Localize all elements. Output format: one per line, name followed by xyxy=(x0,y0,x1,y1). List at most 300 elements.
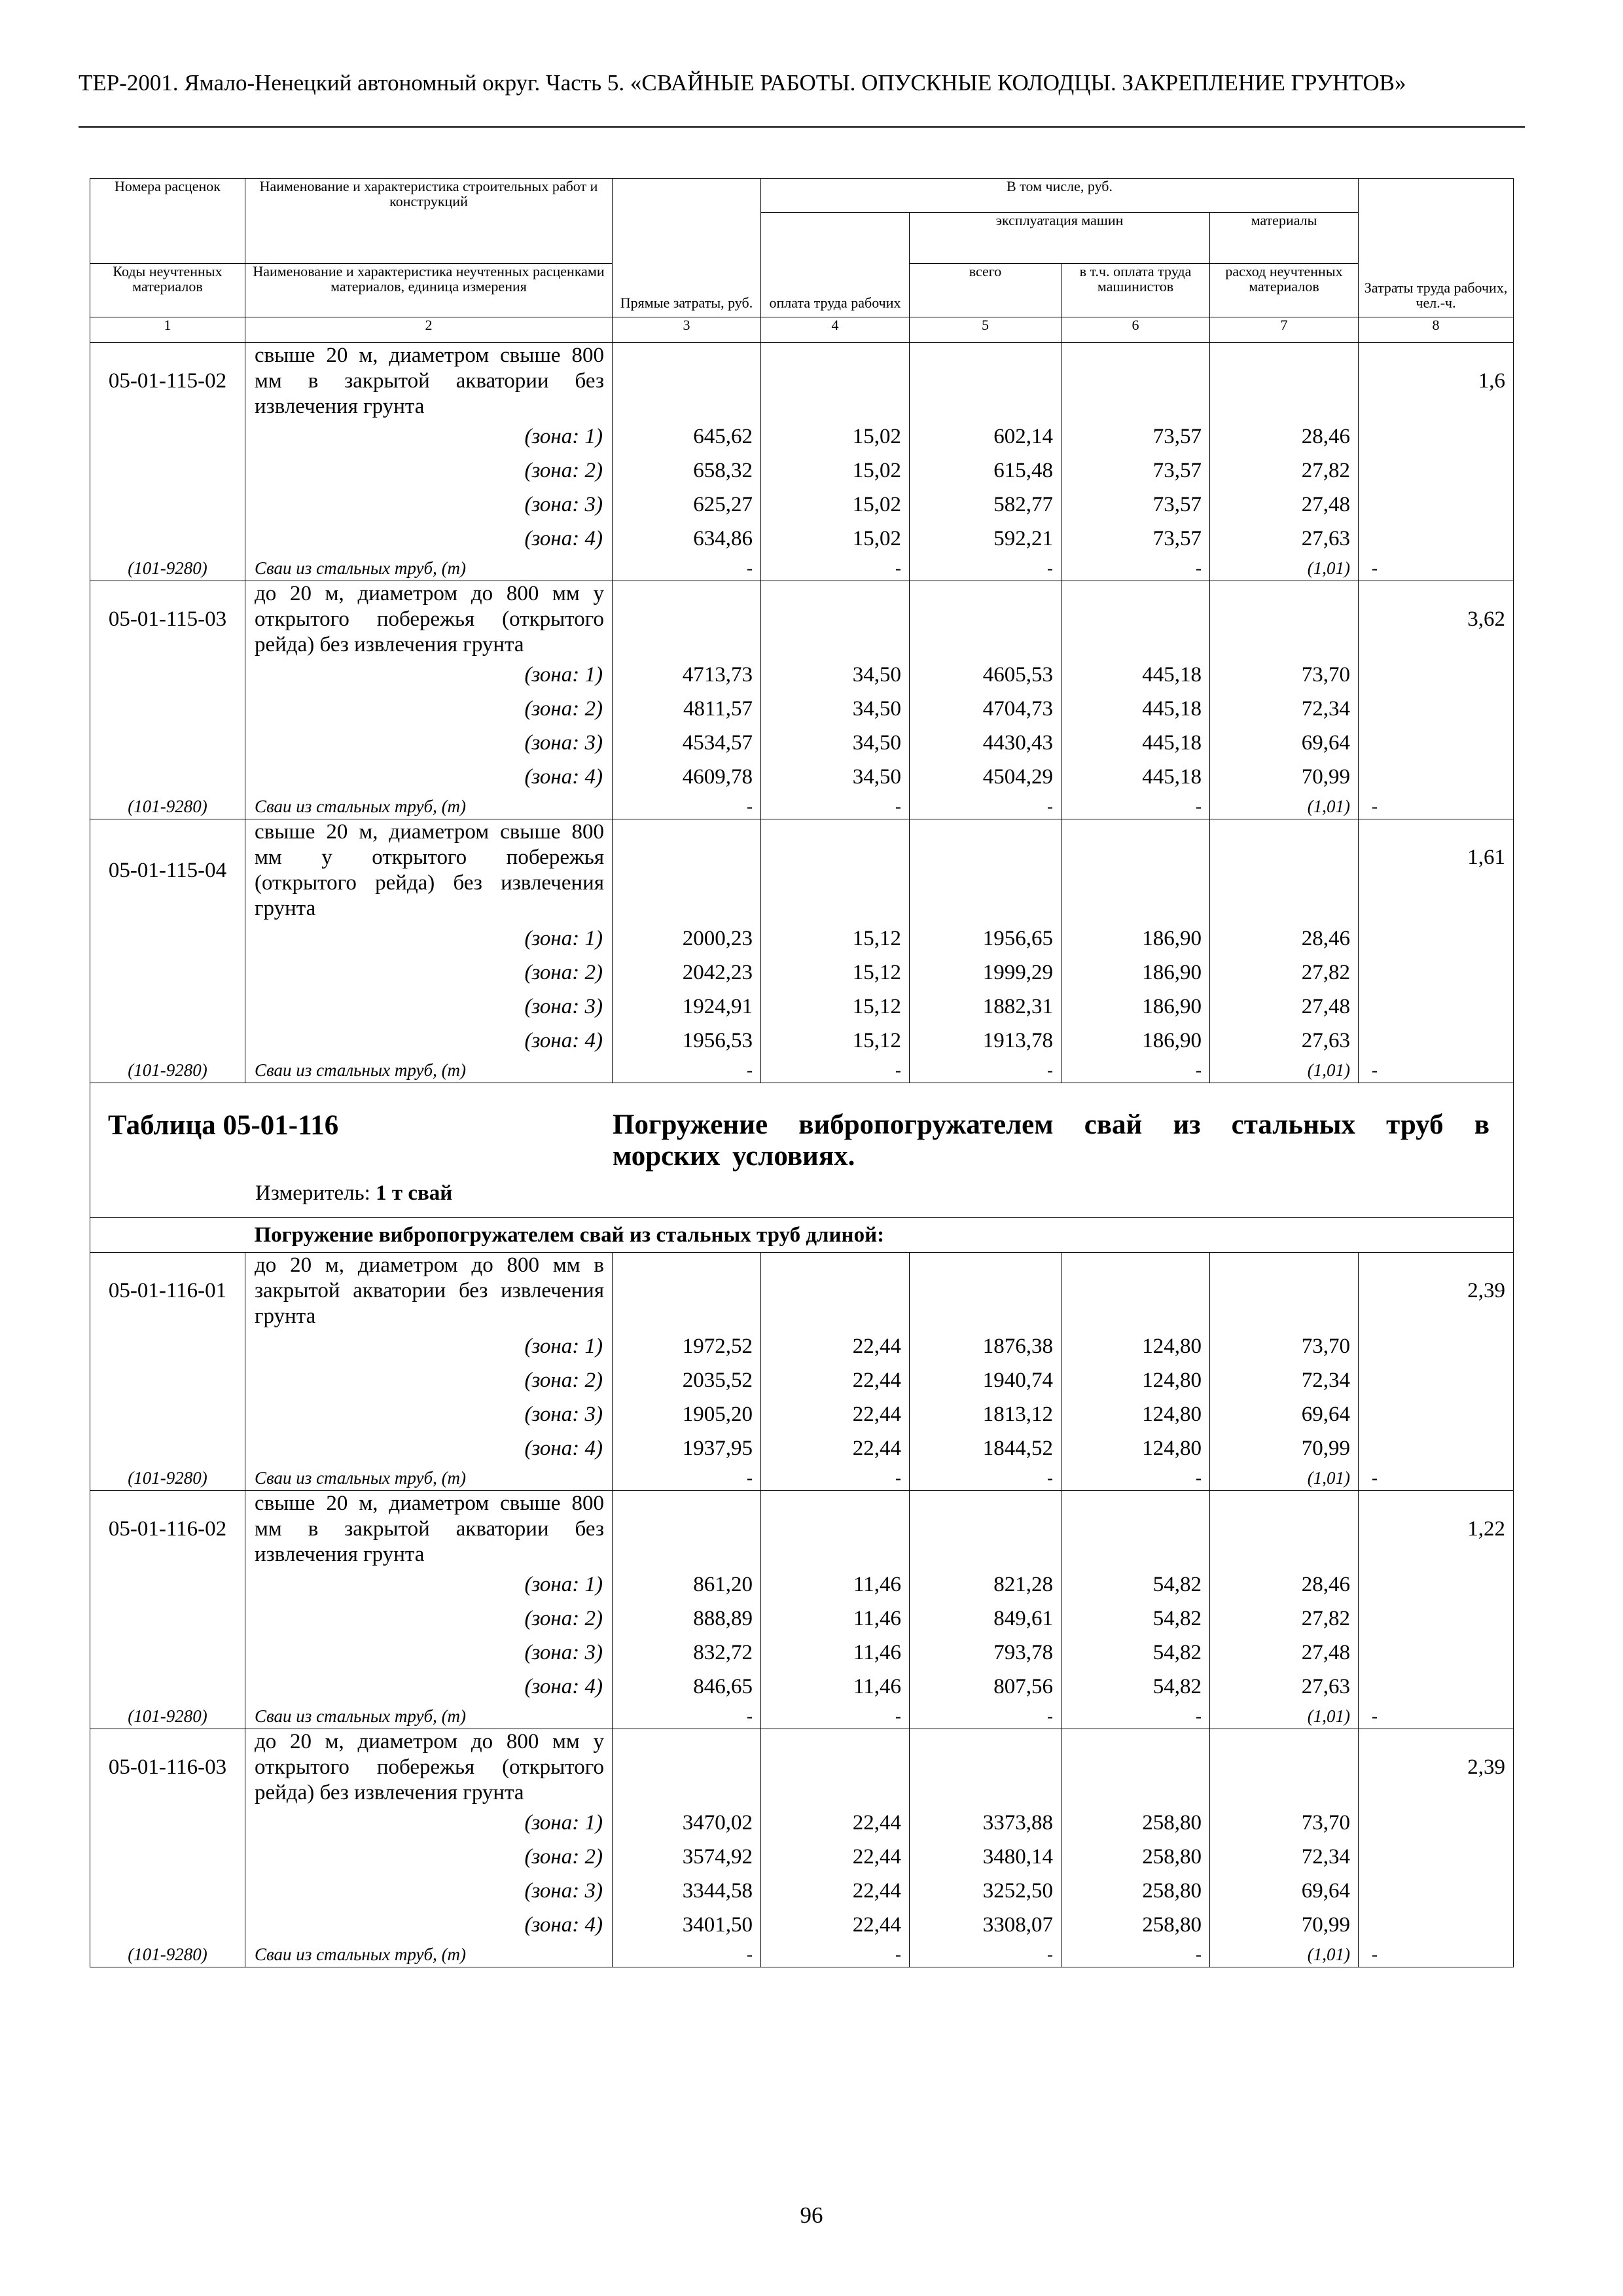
machine-cost: 3308,07 xyxy=(910,1908,1061,1942)
empty-cell xyxy=(90,726,245,760)
material-machines: - xyxy=(910,794,1061,819)
direct-cost: 1905,20 xyxy=(613,1397,761,1431)
rate-description: свыше 20 м, диаметром свыше 800 мм у открытого побережья (открытого рейда) без извлечения грунта xyxy=(245,819,613,922)
direct-cost: 2000,23 xyxy=(613,922,761,956)
col8-header: Затраты труда рабочих, чел.-ч. xyxy=(1359,179,1514,317)
material-code: (101-9280) xyxy=(90,1058,245,1083)
direct-cost: 3470,02 xyxy=(613,1806,761,1840)
empty-cell xyxy=(1359,420,1514,454)
empty-cell xyxy=(1061,1253,1210,1330)
machine-cost: 807,56 xyxy=(910,1670,1061,1704)
materials-cost: 27,82 xyxy=(1210,956,1359,990)
machinist-wage: 73,57 xyxy=(1061,454,1210,488)
zone-row xyxy=(90,420,1514,454)
direct-cost: 658,32 xyxy=(613,454,761,488)
wage-cost: 11,46 xyxy=(761,1670,910,1704)
wage-cost: 11,46 xyxy=(761,1568,910,1602)
empty-cell xyxy=(90,1636,245,1670)
empty-cell xyxy=(90,1218,245,1253)
material-labor: - xyxy=(1359,794,1514,819)
zone-label: (зона: 2) xyxy=(245,454,613,488)
rate-row xyxy=(90,1491,1514,1568)
wage-cost: 22,44 xyxy=(761,1908,910,1942)
empty-cell xyxy=(1061,343,1210,420)
material-machines: - xyxy=(910,1058,1061,1083)
zone-row xyxy=(90,1908,1514,1942)
material-code: (101-9280) xyxy=(90,1704,245,1729)
material-wage: - xyxy=(761,794,910,819)
table-title-cell xyxy=(90,1083,1514,1218)
empty-cell xyxy=(1359,488,1514,522)
zone-label: (зона: 3) xyxy=(245,1397,613,1431)
material-machines: - xyxy=(910,1465,1061,1491)
rate-code: 05-01-116-03 xyxy=(90,1729,245,1806)
direct-cost: 625,27 xyxy=(613,488,761,522)
materials-cost: 70,99 xyxy=(1210,1908,1359,1942)
empty-cell xyxy=(1210,1729,1359,1806)
zone-label: (зона: 2) xyxy=(245,692,613,726)
direct-cost: 4811,57 xyxy=(613,692,761,726)
material-name: Сваи из стальных труб, (т) xyxy=(245,1942,613,1967)
material-code: (101-9280) xyxy=(90,556,245,581)
empty-cell xyxy=(1359,1329,1514,1363)
direct-cost: 1972,52 xyxy=(613,1329,761,1363)
machine-cost: 582,77 xyxy=(910,488,1061,522)
labor-cost: 1,61 xyxy=(1359,819,1514,922)
empty-cell xyxy=(1359,1024,1514,1058)
machine-cost: 1940,74 xyxy=(910,1363,1061,1397)
zone-row xyxy=(90,692,1514,726)
rate-code: 05-01-115-02 xyxy=(90,343,245,420)
material-consumption: (1,01) xyxy=(1210,1704,1359,1729)
empty-cell xyxy=(1359,1806,1514,1840)
wage-cost: 15,02 xyxy=(761,454,910,488)
col3-header: Прямые затраты, руб. xyxy=(613,179,761,317)
material-code: (101-9280) xyxy=(90,794,245,819)
zone-row xyxy=(90,1024,1514,1058)
machine-cost: 1844,52 xyxy=(910,1431,1061,1465)
zone-label: (зона: 2) xyxy=(245,1840,613,1874)
material-name: Сваи из стальных труб, (т) xyxy=(245,1704,613,1729)
machinist-wage: 186,90 xyxy=(1061,990,1210,1024)
material-name: Сваи из стальных труб, (т) xyxy=(245,1465,613,1491)
empty-cell xyxy=(90,488,245,522)
empty-cell xyxy=(90,420,245,454)
empty-cell xyxy=(910,819,1061,922)
materials-cost: 27,48 xyxy=(1210,1636,1359,1670)
empty-cell xyxy=(613,1491,761,1568)
column-number: 2 xyxy=(245,317,613,343)
rate-description: до 20 м, диаметром до 800 мм у открытого побережья (открытого рейда) без извлечения грунта xyxy=(245,581,613,658)
zone-label: (зона: 4) xyxy=(245,1024,613,1058)
header-row-1 xyxy=(90,179,1514,213)
zone-label: (зона: 4) xyxy=(245,1431,613,1465)
materials-cost: 70,99 xyxy=(1210,760,1359,794)
wage-cost: 15,12 xyxy=(761,922,910,956)
meter-value: 1 т свай xyxy=(376,1181,453,1205)
zone-row xyxy=(90,1636,1514,1670)
empty-cell xyxy=(1359,922,1514,956)
subheading-row xyxy=(90,1218,1514,1253)
column-number: 4 xyxy=(761,317,910,343)
material-direct: - xyxy=(613,1942,761,1967)
machinist-wage: 124,80 xyxy=(1061,1363,1210,1397)
empty-cell xyxy=(910,1729,1061,1806)
direct-cost: 3344,58 xyxy=(613,1874,761,1908)
empty-cell xyxy=(613,343,761,420)
empty-cell xyxy=(761,343,910,420)
empty-cell xyxy=(90,1602,245,1636)
direct-cost: 2035,52 xyxy=(613,1363,761,1397)
material-machines: - xyxy=(910,1704,1061,1729)
material-machinist: - xyxy=(1061,1058,1210,1083)
rate-row xyxy=(90,1253,1514,1330)
zone-label: (зона: 2) xyxy=(245,956,613,990)
machinist-wage: 54,82 xyxy=(1061,1568,1210,1602)
wage-cost: 22,44 xyxy=(761,1840,910,1874)
machine-cost: 849,61 xyxy=(910,1602,1061,1636)
empty-cell xyxy=(1210,819,1359,922)
zone-row xyxy=(90,1874,1514,1908)
zone-row xyxy=(90,1568,1514,1602)
wage-cost: 15,02 xyxy=(761,488,910,522)
material-machinist: - xyxy=(1061,1465,1210,1491)
page-header: ТЕР-2001. Ямало-Ненецкий автономный округ. Часть 5. «СВАЙНЫЕ РАБОТЫ. ОПУСКНЫЕ КОЛОДЦЫ. ЗАКРЕПЛЕНИЕ ГРУНТОВ» xyxy=(79,70,1406,96)
wage-cost: 34,50 xyxy=(761,658,910,692)
empty-cell xyxy=(90,1329,245,1363)
wage-cost: 15,02 xyxy=(761,420,910,454)
material-labor: - xyxy=(1359,1465,1514,1491)
material-consumption: (1,01) xyxy=(1210,1942,1359,1967)
zone-label: (зона: 1) xyxy=(245,1806,613,1840)
material-labor: - xyxy=(1359,1942,1514,1967)
rate-code: 05-01-116-01 xyxy=(90,1253,245,1330)
direct-cost: 832,72 xyxy=(613,1636,761,1670)
zone-label: (зона: 1) xyxy=(245,1329,613,1363)
material-machinist: - xyxy=(1061,1704,1210,1729)
direct-cost: 4713,73 xyxy=(613,658,761,692)
empty-cell xyxy=(761,1253,910,1330)
machine-cost: 821,28 xyxy=(910,1568,1061,1602)
materials-cost: 73,70 xyxy=(1210,1329,1359,1363)
empty-cell xyxy=(1359,1602,1514,1636)
machine-cost: 1876,38 xyxy=(910,1329,1061,1363)
material-wage: - xyxy=(761,556,910,581)
machinist-wage: 258,80 xyxy=(1061,1840,1210,1874)
materials-cost: 27,82 xyxy=(1210,454,1359,488)
table-title: Погружение вибропогружателем свай из стальных труб в морских условиях. xyxy=(613,1109,1489,1172)
empty-cell xyxy=(613,819,761,922)
meter-line xyxy=(255,1181,452,1206)
machinist-wage: 124,80 xyxy=(1061,1329,1210,1363)
rate-description: свыше 20 м, диаметром свыше 800 мм в закрытой акватории без извлечения грунта xyxy=(245,343,613,420)
direct-cost: 3574,92 xyxy=(613,1840,761,1874)
empty-cell xyxy=(910,581,1061,658)
material-consumption: (1,01) xyxy=(1210,1465,1359,1491)
material-labor: - xyxy=(1359,1058,1514,1083)
zone-label: (зона: 2) xyxy=(245,1602,613,1636)
materials-cost: 70,99 xyxy=(1210,1431,1359,1465)
material-name: Сваи из стальных труб, (т) xyxy=(245,794,613,819)
materials-cost: 27,63 xyxy=(1210,1024,1359,1058)
empty-cell xyxy=(1210,1253,1359,1330)
material-row xyxy=(90,1942,1514,1967)
empty-cell xyxy=(1061,1491,1210,1568)
zone-label: (зона: 1) xyxy=(245,658,613,692)
material-wage: - xyxy=(761,1942,910,1967)
rate-row xyxy=(90,1729,1514,1806)
machine-cost: 1882,31 xyxy=(910,990,1061,1024)
wage-cost: 22,44 xyxy=(761,1431,910,1465)
material-wage: - xyxy=(761,1704,910,1729)
direct-cost: 861,20 xyxy=(613,1568,761,1602)
machine-cost: 3252,50 xyxy=(910,1874,1061,1908)
zone-row xyxy=(90,760,1514,794)
zone-row xyxy=(90,1670,1514,1704)
material-direct: - xyxy=(613,1704,761,1729)
machinist-wage: 258,80 xyxy=(1061,1806,1210,1840)
column-number-row xyxy=(90,317,1514,343)
empty-cell xyxy=(90,956,245,990)
zone-label: (зона: 3) xyxy=(245,488,613,522)
empty-cell xyxy=(613,581,761,658)
col1-top-header: Номера расценок xyxy=(90,179,245,264)
material-name: Сваи из стальных труб, (т) xyxy=(245,1058,613,1083)
materials-cost: 28,46 xyxy=(1210,922,1359,956)
machinist-wage: 445,18 xyxy=(1061,658,1210,692)
zone-label: (зона: 1) xyxy=(245,1568,613,1602)
zone-row xyxy=(90,1602,1514,1636)
wage-cost: 22,44 xyxy=(761,1329,910,1363)
column-number: 6 xyxy=(1061,317,1210,343)
materials-cost: 73,70 xyxy=(1210,658,1359,692)
zone-label: (зона: 4) xyxy=(245,760,613,794)
zone-label: (зона: 3) xyxy=(245,1874,613,1908)
empty-cell xyxy=(90,760,245,794)
materials-cost: 73,70 xyxy=(1210,1806,1359,1840)
machine-cost: 3373,88 xyxy=(910,1806,1061,1840)
machine-cost: 4605,53 xyxy=(910,658,1061,692)
materials-cost: 28,46 xyxy=(1210,1568,1359,1602)
empty-cell xyxy=(90,990,245,1024)
empty-cell xyxy=(761,581,910,658)
empty-cell xyxy=(90,1363,245,1397)
rate-code: 05-01-116-02 xyxy=(90,1491,245,1568)
material-consumption: (1,01) xyxy=(1210,556,1359,581)
materials-cost: 27,82 xyxy=(1210,1602,1359,1636)
empty-cell xyxy=(1061,819,1210,922)
zone-row xyxy=(90,1363,1514,1397)
empty-cell xyxy=(761,1729,910,1806)
material-machinist: - xyxy=(1061,794,1210,819)
machine-cost: 602,14 xyxy=(910,420,1061,454)
zone-row xyxy=(90,990,1514,1024)
rate-row xyxy=(90,819,1514,922)
machinist-wage: 258,80 xyxy=(1061,1874,1210,1908)
meter-label: Измеритель: xyxy=(255,1181,370,1205)
direct-cost: 645,62 xyxy=(613,420,761,454)
material-direct: - xyxy=(613,556,761,581)
material-row xyxy=(90,1704,1514,1729)
machinist-wage: 124,80 xyxy=(1061,1431,1210,1465)
machine-cost: 4504,29 xyxy=(910,760,1061,794)
column-number: 3 xyxy=(613,317,761,343)
material-row xyxy=(90,1465,1514,1491)
machinist-wage: 54,82 xyxy=(1061,1636,1210,1670)
col1-bottom-header: Коды неучтенных материалов xyxy=(90,264,245,317)
machine-cost: 4430,43 xyxy=(910,726,1061,760)
rate-description: свыше 20 м, диаметром свыше 800 мм в закрытой акватории без извлечения грунта xyxy=(245,1491,613,1568)
machinist-wage: 186,90 xyxy=(1061,956,1210,990)
machine-cost: 1813,12 xyxy=(910,1397,1061,1431)
header-rule xyxy=(79,126,1525,128)
material-labor: - xyxy=(1359,556,1514,581)
machine-cost: 4704,73 xyxy=(910,692,1061,726)
material-wage: - xyxy=(761,1465,910,1491)
incl-header: В том числе, руб. xyxy=(761,179,1359,213)
labor-cost: 2,39 xyxy=(1359,1729,1514,1806)
empty-cell xyxy=(1359,956,1514,990)
labor-cost: 1,22 xyxy=(1359,1491,1514,1568)
zone-label: (зона: 3) xyxy=(245,726,613,760)
direct-cost: 1924,91 xyxy=(613,990,761,1024)
empty-cell xyxy=(90,692,245,726)
column-number: 1 xyxy=(90,317,245,343)
machinist-wage: 258,80 xyxy=(1061,1908,1210,1942)
rate-code: 05-01-115-03 xyxy=(90,581,245,658)
empty-cell xyxy=(90,1431,245,1465)
machine-cost: 1956,65 xyxy=(910,922,1061,956)
wage-cost: 34,50 xyxy=(761,726,910,760)
machinist-wage: 445,18 xyxy=(1061,726,1210,760)
rate-code: 05-01-115-04 xyxy=(90,819,245,922)
zone-row xyxy=(90,1840,1514,1874)
machinist-wage: 124,80 xyxy=(1061,1397,1210,1431)
empty-cell xyxy=(761,1491,910,1568)
rates-table xyxy=(90,178,1514,1967)
empty-cell xyxy=(90,1568,245,1602)
empty-cell xyxy=(90,1840,245,1874)
direct-cost: 634,86 xyxy=(613,522,761,556)
empty-cell xyxy=(1359,1670,1514,1704)
wage-cost: 15,12 xyxy=(761,956,910,990)
col4-header: оплата труда рабочих xyxy=(761,213,910,317)
zone-row xyxy=(90,488,1514,522)
direct-cost: 3401,50 xyxy=(613,1908,761,1942)
materials-cost: 27,48 xyxy=(1210,488,1359,522)
empty-cell xyxy=(1210,581,1359,658)
col2-bottom-header: Наименование и характеристика неучтенных расценками материалов, единица измерения xyxy=(245,264,613,317)
table-title-row xyxy=(90,1083,1514,1218)
machine-cost: 3480,14 xyxy=(910,1840,1061,1874)
empty-cell xyxy=(90,454,245,488)
machinist-wage: 73,57 xyxy=(1061,420,1210,454)
direct-cost: 4609,78 xyxy=(613,760,761,794)
empty-cell xyxy=(1359,1908,1514,1942)
material-row xyxy=(90,556,1514,581)
direct-cost: 846,65 xyxy=(613,1670,761,1704)
zone-label: (зона: 1) xyxy=(245,420,613,454)
empty-cell xyxy=(1359,658,1514,692)
empty-cell xyxy=(1359,726,1514,760)
direct-cost: 1956,53 xyxy=(613,1024,761,1058)
empty-cell xyxy=(910,343,1061,420)
empty-cell xyxy=(1359,454,1514,488)
empty-cell xyxy=(910,1491,1061,1568)
material-labor: - xyxy=(1359,1704,1514,1729)
machine-cost: 793,78 xyxy=(910,1636,1061,1670)
empty-cell xyxy=(1359,990,1514,1024)
direct-cost: 4534,57 xyxy=(613,726,761,760)
zone-row xyxy=(90,658,1514,692)
machinist-wage: 54,82 xyxy=(1061,1670,1210,1704)
page-number: 96 xyxy=(800,2202,823,2228)
table-number: Таблица 05-01-116 xyxy=(108,1110,339,1141)
zone-label: (зона: 4) xyxy=(245,1908,613,1942)
materials-cost: 72,34 xyxy=(1210,1840,1359,1874)
zone-row xyxy=(90,922,1514,956)
material-code: (101-9280) xyxy=(90,1942,245,1967)
wage-cost: 11,46 xyxy=(761,1602,910,1636)
materials-cost: 28,46 xyxy=(1210,420,1359,454)
zone-label: (зона: 2) xyxy=(245,1363,613,1397)
machinist-wage: 186,90 xyxy=(1061,1024,1210,1058)
zone-row xyxy=(90,1806,1514,1840)
material-machinist: - xyxy=(1061,1942,1210,1967)
zone-label: (зона: 3) xyxy=(245,1636,613,1670)
direct-cost: 1937,95 xyxy=(613,1431,761,1465)
material-consumption: (1,01) xyxy=(1210,794,1359,819)
empty-cell xyxy=(910,1253,1061,1330)
materials-cost: 27,48 xyxy=(1210,990,1359,1024)
materials-cost: 27,63 xyxy=(1210,1670,1359,1704)
material-wage: - xyxy=(761,1058,910,1083)
zone-label: (зона: 4) xyxy=(245,1670,613,1704)
machinist-wage: 73,57 xyxy=(1061,522,1210,556)
zone-row xyxy=(90,1397,1514,1431)
rate-description: до 20 м, диаметром до 800 мм у открытого побережья (открытого рейда) без извлечения грунта xyxy=(245,1729,613,1806)
empty-cell xyxy=(761,819,910,922)
col5-header: всего xyxy=(910,264,1061,317)
empty-cell xyxy=(90,522,245,556)
empty-cell xyxy=(1359,1636,1514,1670)
col2-top-header: Наименование и характеристика строительных работ и конструкций xyxy=(245,179,613,264)
table-body xyxy=(90,179,1514,1967)
machinist-wage: 445,18 xyxy=(1061,760,1210,794)
material-direct: - xyxy=(613,1465,761,1491)
materials-cost: 69,64 xyxy=(1210,726,1359,760)
rate-row xyxy=(90,581,1514,658)
material-machines: - xyxy=(910,556,1061,581)
wage-cost: 22,44 xyxy=(761,1806,910,1840)
materials-cost: 27,63 xyxy=(1210,522,1359,556)
col6-header: в т.ч. оплата труда машинистов xyxy=(1061,264,1210,317)
column-number: 5 xyxy=(910,317,1061,343)
machinist-wage: 73,57 xyxy=(1061,488,1210,522)
direct-cost: 2042,23 xyxy=(613,956,761,990)
wage-cost: 22,44 xyxy=(761,1397,910,1431)
zone-row xyxy=(90,522,1514,556)
material-row xyxy=(90,1058,1514,1083)
empty-cell xyxy=(613,1253,761,1330)
zone-label: (зона: 3) xyxy=(245,990,613,1024)
wage-cost: 15,02 xyxy=(761,522,910,556)
materials-cost: 72,34 xyxy=(1210,1363,1359,1397)
empty-cell xyxy=(1359,1363,1514,1397)
labor-cost: 2,39 xyxy=(1359,1253,1514,1330)
machine-cost: 615,48 xyxy=(910,454,1061,488)
wage-cost: 22,44 xyxy=(761,1363,910,1397)
